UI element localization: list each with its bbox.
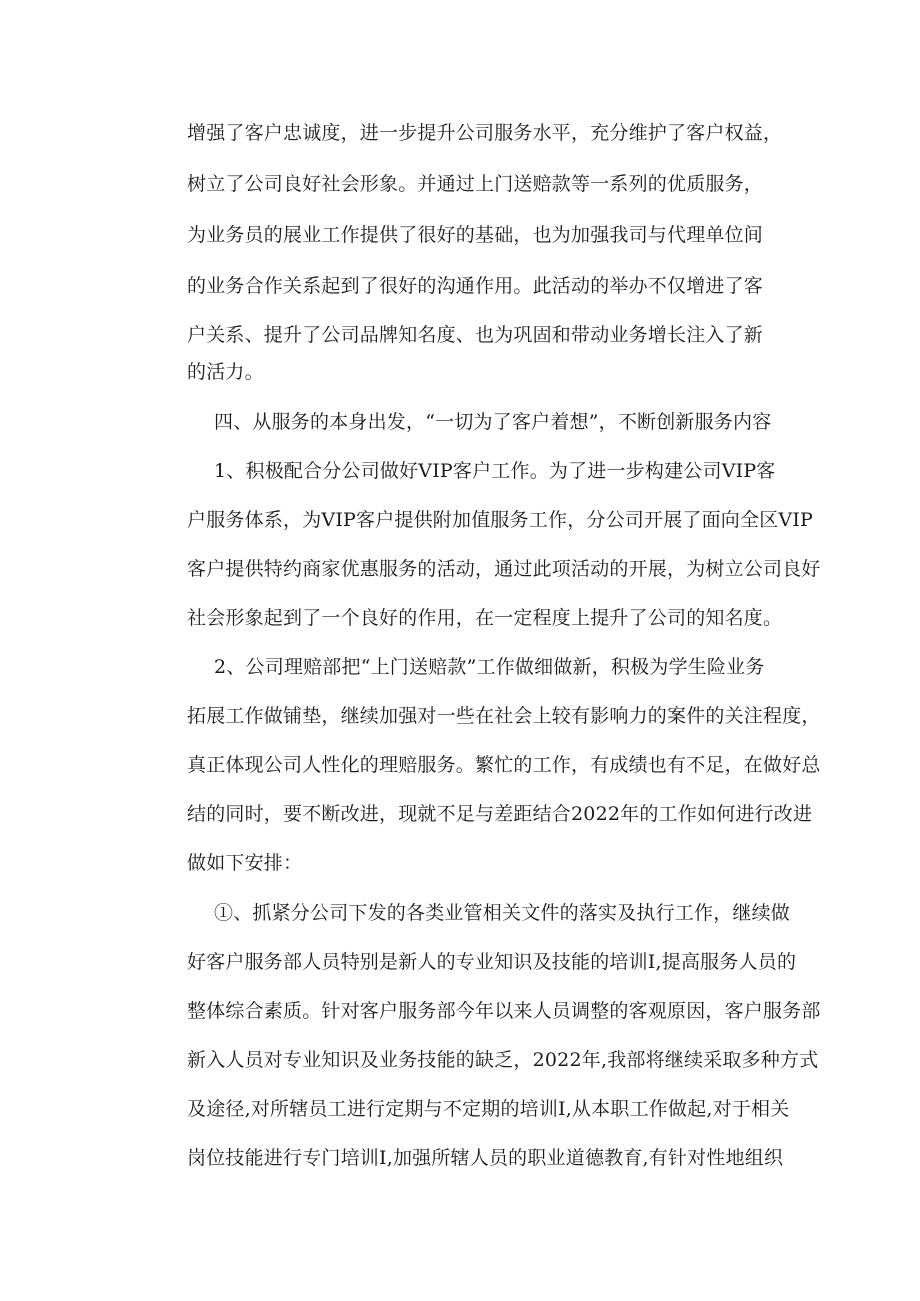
text-line: 新入人员对专业知识及业务技能的缺乏，2022年,我部将继续采取多种方式 — [187, 1049, 819, 1071]
text-line: 2、公司理赔部把“上门送赔款”工作做细做新，积极为学生险业务 — [214, 656, 765, 678]
text-line: 为业务员的展业工作提供了很好的基础，也为加强我司与代理单位间 — [187, 224, 764, 246]
text-line: 真正体现公司人性化的理赔服务。繁忙的工作，有成绩也有不足，在做好总 — [187, 754, 821, 776]
section-heading: 四、从服务的本身出发，“一切为了客户着想”，不断创新服务内容 — [214, 411, 772, 433]
text-line: 好客户服务部人员特别是新人的专业知识及技能的培训I,提高服务人员的 — [187, 951, 797, 973]
text-line: 做如下安排： — [187, 852, 303, 874]
text-line: 岗位技能进行专门培训I,加强所辖人员的职业道德教育,有针对性地组织 — [187, 1147, 784, 1169]
text-line: ①、抓紧分公司下发的各类业管相关文件的落实及执行工作，继续做 — [214, 902, 791, 924]
text-line: 客户提供特约商家优惠服务的活动，通过此项活动的开展，为树立公司良好 — [187, 558, 821, 580]
text-line: 社会形象起到了一个良好的作用，在一定程度上提升了公司的知名度。 — [187, 607, 783, 629]
text-line: 户关系、提升了公司品牌知名度、也为巩固和带动业务增长注入了新 — [187, 324, 764, 346]
text-line: 整体综合素质。针对客户服务部今年以来人员调整的客观原因，客户服务部 — [187, 1000, 821, 1022]
text-line: 及途径,对所辖员工进行定期与不定期的培训I,从本职工作做起,对于相关 — [187, 1098, 790, 1120]
text-line: 户服务体系，为VIP客户提供附加值服务工作，分公司开展了面向全区VIP — [187, 509, 814, 531]
text-line: 的业务合作关系起到了很好的沟通作用。此活动的举办不仅增进了客 — [187, 275, 764, 297]
text-line: 增强了客户忠诚度，进一步提升公司服务水平，充分维护了客户权益， — [187, 122, 783, 144]
text-line: 1、积极配合分公司做好VIP客户工作。为了进一步构建公司VIP客 — [214, 460, 776, 482]
text-line: 结的同时，要不断改进，现就不足与差距结合2022年的工作如何进行改进 — [187, 803, 813, 825]
text-line: 树立了公司良好社会形象。并通过上门送赔款等一系列的优质服务， — [187, 173, 764, 195]
text-line: 拓展工作做铺垫，继续加强对一些在社会上较有影响力的案件的关注程度， — [187, 705, 821, 727]
text-line: 的活力。 — [187, 361, 264, 383]
